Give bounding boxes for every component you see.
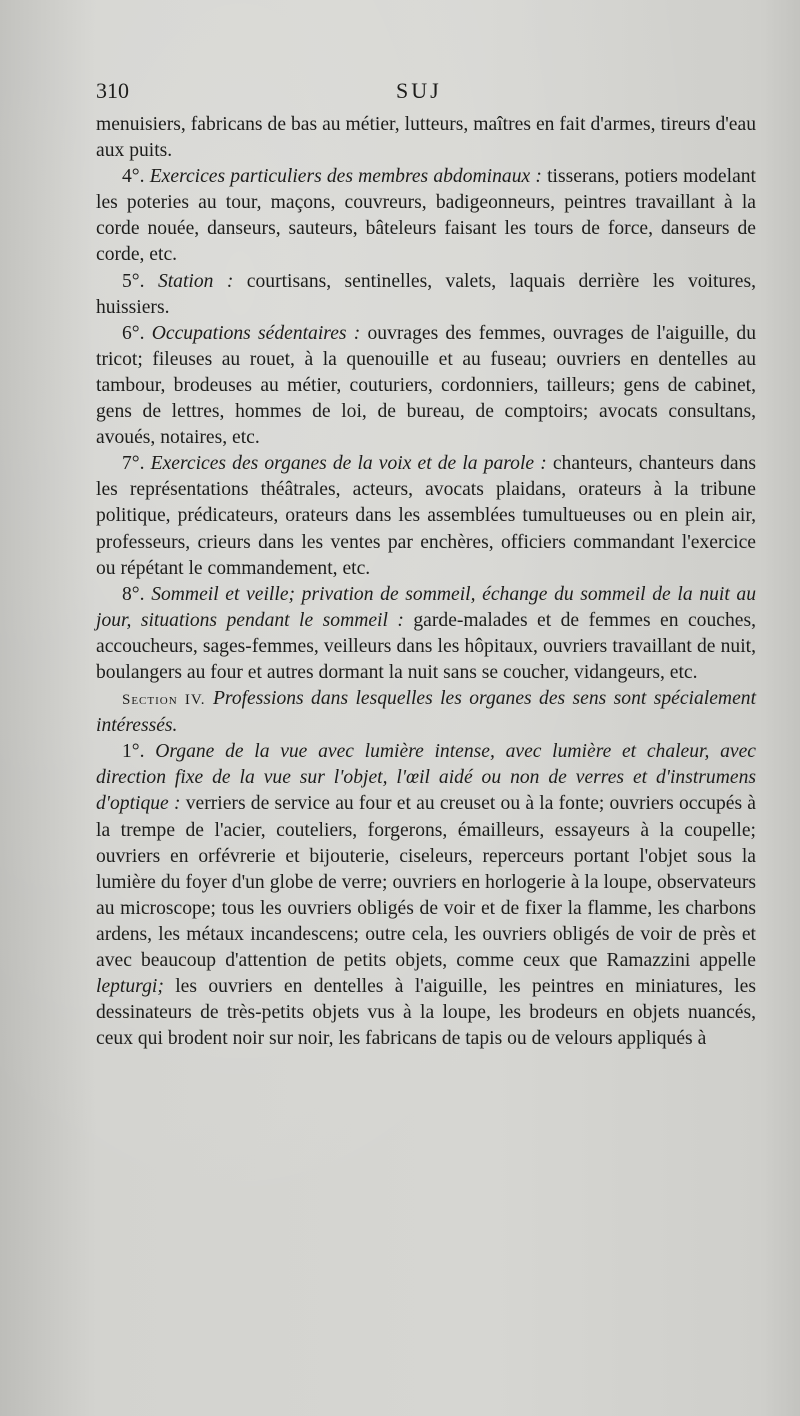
page-number: 310 <box>96 78 129 103</box>
paragraph-item-6 <box>96 321 756 451</box>
item-number: 6°. <box>122 322 145 344</box>
item-title: Occupations sédentaires : <box>151 322 361 344</box>
item-title: Exercices des organes de la voix et de la parole : <box>150 453 547 475</box>
page-header <box>96 72 756 112</box>
paragraph-item-8 <box>96 582 756 686</box>
item-number: 1°. <box>122 741 145 763</box>
item-text: tisserans, potiers modelant les poteries au tour, maçons, couvreurs, badigeonneurs, peintres travaillant à la corde nouée, danseurs, sauteurs, bâteleurs faisant les tours de force, danseurs de corde, etc. <box>96 166 757 266</box>
section-label: Section IV. <box>122 692 206 709</box>
paragraph-item-1 <box>96 739 756 1052</box>
item-title: Sommeil et veille; privation de sommeil, échange du sommeil de la nuit au jour, situations pendant le sommeil : <box>96 583 757 631</box>
item-text: verriers de service au four et au creuset ou à la fonte; ouvriers occupés à la trempe de l'acier, couteliers, forgerons, émailleurs, essayeurs à la coupelle; ouvriers en orfévrerie et bijouterie, ciseleurs, reperceurs portant l'objet sous la lumière du foyer d'un globe de verre; ouvriers en horlogerie à la loupe, observateurs au microscope; tous les ouvriers obligés de voir et de fixer la flamme, les charbons ardens, les métaux incandescens; outre cela, les ouvriers obligés de voir de près et avec beaucoup d'attention de petits objets, comme ceux que Ramazzini appelle <box>96 793 756 971</box>
item-text-continued: les ouvriers en dentelles à l'aiguille, les peintres en miniatures, les dessinateurs de très-petits objets vus à la loupe, les brodeurs en objets nuancés, ceux qui brodent noir sur noir, les fabricans de tapis ou de velours appliqués à <box>96 976 756 1050</box>
item-number: 7°. <box>122 453 145 475</box>
section-title: Professions dans lesquelles les organes des sens sont spécialement intéressés. <box>96 688 757 737</box>
item-title: Exercices particuliers des membres abdominaux : <box>149 166 542 188</box>
latin-term: lepturgi; <box>96 976 164 998</box>
item-title: Organe de la vue avec lumière intense, avec lumière et chaleur, avec direction fixe de la vue sur l'objet, l'œil aidé ou non de verres et d'instrumens d'optique : <box>96 741 756 815</box>
paragraph-item-4 <box>96 164 756 268</box>
item-text: courtisans, sentinelles, valets, laquais derrière les voitures, huissiers. <box>96 270 756 318</box>
paragraph-item-7 <box>96 451 756 581</box>
item-text: ouvrages des femmes, ouvrages de l'aiguille, du tricot; fileuses au rouet, à la quenouille et au fuseau; ouvriers en dentelles au tambour, brodeuses au métier, couturiers, cordonniers, tailleurs; gens de cabinet, gens de lettres, hommes de loi, de bureau, de comptoirs; avocats consultans, avoués, notaires, etc. <box>96 322 756 449</box>
item-number: 8°. <box>122 583 145 605</box>
page-text <box>96 72 756 1052</box>
section-heading <box>96 686 756 739</box>
paragraph-item-5 <box>96 269 756 321</box>
item-number: 5°. <box>122 270 145 292</box>
item-text: chanteurs, chanteurs dans les représentations théâtrales, acteurs, avocats plaidans, orateurs à la tribune politique, prédicateurs, orateurs dans les assemblées tumultueuses ou en plein air, professeurs, crieurs dans les ventes par enchères, officiers commandant l'exercice ou répétant le commandement, etc. <box>96 453 757 579</box>
running-title: SUJ <box>396 78 442 103</box>
paragraph-continuation: menuisiers, fabricans de bas au métier, lutteurs, maîtres en fait d'armes, tireurs d'eau aux puits. <box>96 114 756 162</box>
item-number: 4°. <box>122 166 145 188</box>
item-title: Station : <box>157 270 234 292</box>
item-text: garde-malades et de femmes en couches, accoucheurs, sages-femmes, veilleurs dans les hôpitaux, ouvriers travaillant de nuit, boulangers au four et autres dormant la nuit sans se coucher, vidangeurs, etc. <box>96 609 756 683</box>
